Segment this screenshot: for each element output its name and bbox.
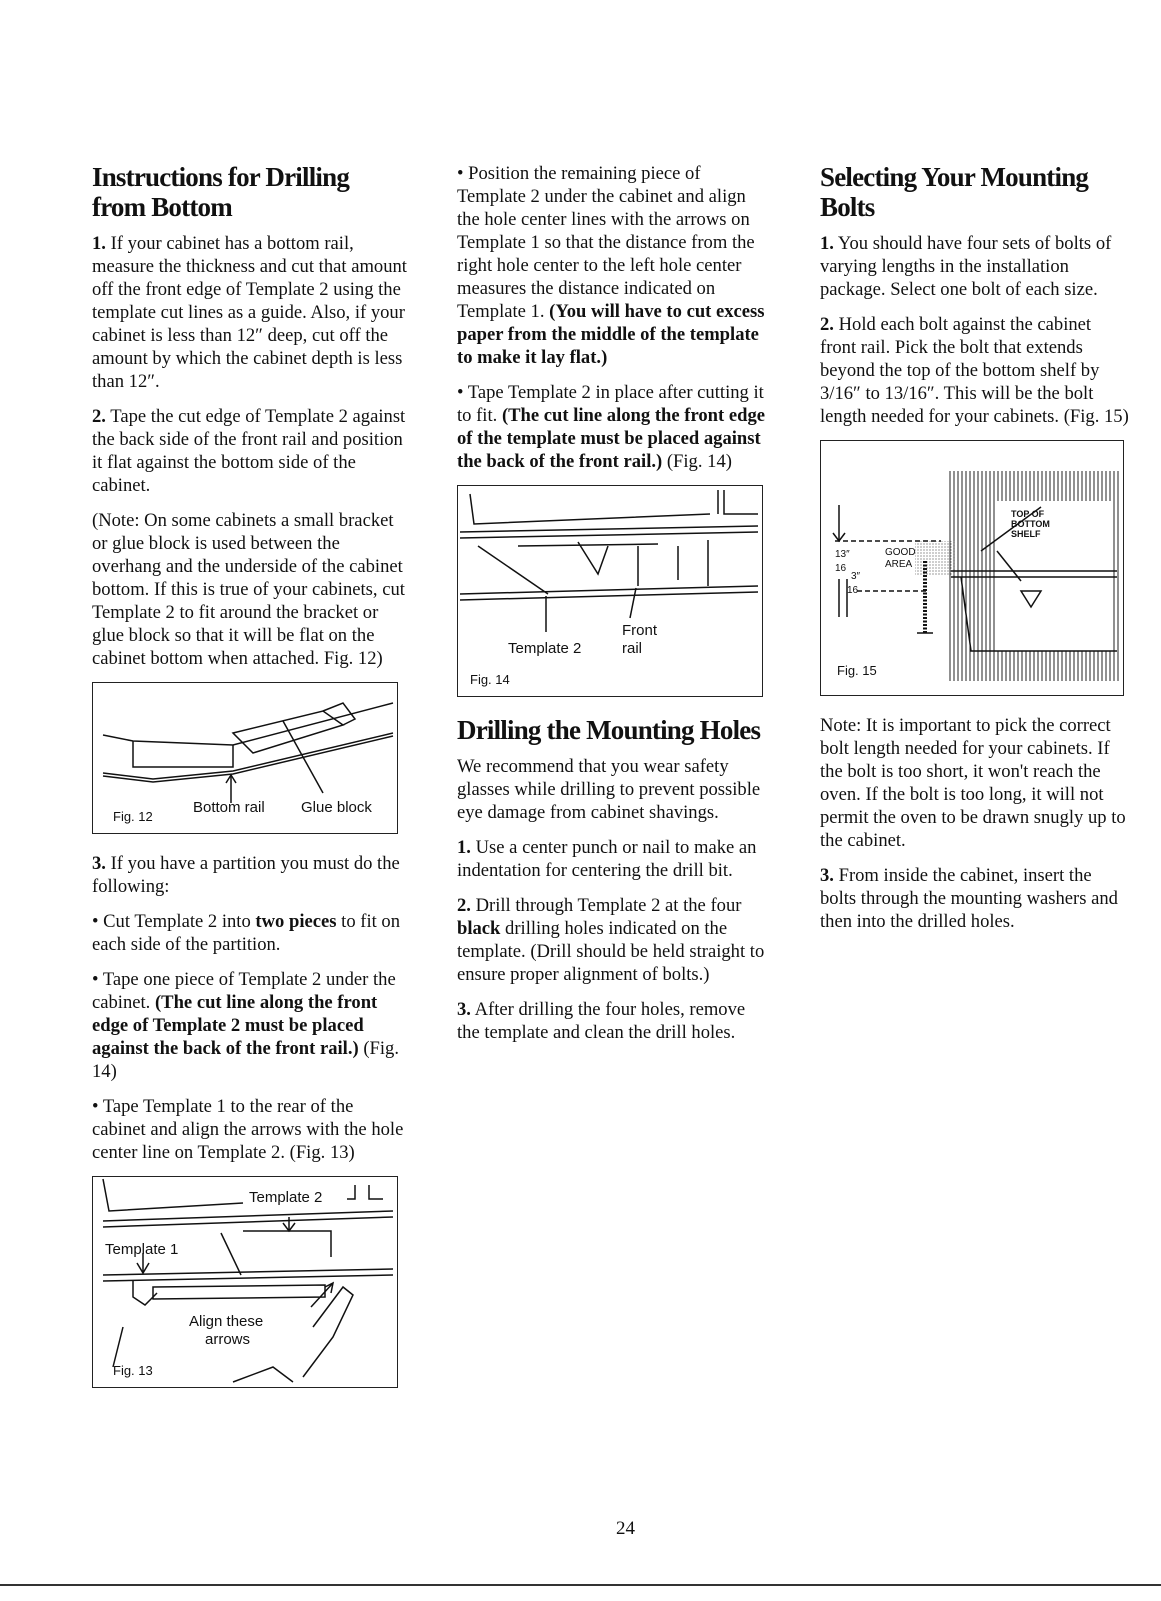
bullet-tape-one-piece: • Tape one piece of Template 2 under the cabinet. (The cut line along the front edge of Template 2 must be placed against the back of the front rail.) (Fig. 14) [92, 969, 399, 1082]
fig15-measure-3: 3″ [851, 571, 861, 582]
bullet-cut-two-pieces: • Cut Template 2 into two pieces to fit on each side of the partition. [92, 911, 401, 955]
fig15-top-of: TOP OF [1011, 509, 1045, 519]
fig12-label-glue-block: Glue block [301, 799, 372, 816]
bolt-length-note: Note: It is important to pick the correct bolt length needed for your cabinets. If the bolt is too short, it won't reach the oven. If the bolt is too long, it will not permit the oven to be drawn snugly up to the cabinet. [820, 715, 1126, 851]
bullet-tape-template-2: • Tape Template 2 in place after cutting it to fit. (The cut line along the front edge of the template must be placed against the back of the front rail.) (Fig. 14) [457, 382, 765, 472]
fig13-label-align-these: Align these [189, 1313, 264, 1330]
fig12-number: Fig. 12 [113, 809, 153, 824]
step-3-text: If you have a partition you must do the following: [92, 853, 400, 897]
step-2 [92, 405, 408, 497]
fig15-measure-16b: 16 [847, 585, 859, 596]
fig15-measure-16a: 16 [835, 563, 847, 574]
bottom-rule [0, 1584, 1161, 1586]
column-right [820, 162, 1130, 945]
figure-15 [820, 440, 1124, 696]
step-1 [92, 232, 408, 393]
drill-step-3: 3. After drilling the four holes, remove the template and clean the drill holes. [457, 999, 746, 1043]
page-number: 24 [616, 1518, 635, 1539]
select-step-3: 3. From inside the cabinet, insert the bolts through the mounting washers and then into the drilled holes. [820, 865, 1118, 932]
fig15-bottom: BOTTOM [1011, 519, 1050, 529]
step-2-number: 2. [92, 406, 106, 427]
safety-intro: We recommend that you wear safety glasses while drilling to prevent possible eye damage from cabinet shavings. [457, 756, 761, 823]
fig15-area: AREA [885, 559, 913, 570]
fig15-measure-13: 13″ [835, 549, 850, 560]
drill-step-1: 1. Use a center punch or nail to make an indentation for centering the drill bit. [457, 837, 757, 881]
heading-drilling-from-bottom: Instructions for Drilling from Bottom [92, 162, 350, 222]
fig13-number: Fig. 13 [113, 1363, 153, 1378]
step-2-text: Tape the cut edge of Template 2 against the back side of the front rail and position it flat against the bottom side of the cabinet. [92, 406, 406, 496]
fig13-label-template-1: Template 1 [105, 1241, 179, 1258]
drill-step-2: 2. Drill through Template 2 at the four black drilling holes indicated on the template. (Drill should be held straight to ensure proper alignment of bolts.) [457, 895, 765, 985]
column-left [92, 162, 408, 1406]
fig15-good: GOOD [885, 547, 916, 558]
figure-13 [92, 1176, 398, 1388]
fig13-label-template-2: Template 2 [249, 1189, 323, 1206]
fig14-drawing [458, 486, 762, 696]
fig12-label-bottom-rail: Bottom rail [193, 799, 265, 816]
figure-14 [457, 485, 763, 697]
fig14-label-front: Front [622, 622, 658, 639]
figure-12 [92, 682, 398, 834]
step-3-number: 3. [92, 853, 106, 874]
fig13-drawing [93, 1177, 397, 1387]
fig14-number: Fig. 14 [470, 672, 510, 687]
fig15-drawing [821, 441, 1123, 695]
heading-drilling-mounting-holes: Drilling the Mounting Holes [457, 715, 761, 745]
bullet-position-remaining: • Position the remaining piece of Template 2 under the cabinet and align the hole center lines with the arrows on Template 1 so that the distance from the right hole center to the left hole center measures the distance indicated on Template 1. (You will have to cut excess paper from the middle of the template to make it lay flat.) [457, 163, 765, 368]
step-3 [92, 852, 408, 898]
bracket-note: (Note: On some cabinets a small bracket or glue block is used between the overhang and the underside of the cabinet bottom. If this is true of your cabinets, cut Template 2 to fit around the bracket or glue block so that it will be flat on the cabinet bottom when attached. Fig. 12) [92, 510, 405, 669]
step-1-number: 1. [92, 233, 106, 254]
fig13-label-arrows: arrows [205, 1331, 251, 1348]
fig14-label-template-2: Template 2 [508, 640, 582, 657]
fig15-number: Fig. 15 [837, 663, 877, 678]
select-step-2: 2. Hold each bolt against the cabinet front rail. Pick the bolt that extends beyond the top of the bottom shelf by 3/16″ to 13/16″. This will be the bolt length needed for your cabinets. (Fig. 15) [820, 314, 1129, 427]
bullet-tape-template-1: • Tape Template 1 to the rear of the cabinet and align the arrows with the hole center line on Template 2. (Fig. 13) [92, 1096, 404, 1163]
select-step-1: 1. You should have four sets of bolts of varying lengths in the installation package. Select one bolt of each size. [820, 233, 1112, 300]
fig15-shelf: SHELF [1011, 529, 1041, 539]
heading-selecting-bolts: Selecting Your Mounting Bolts [820, 162, 1089, 222]
fig14-label-rail: rail [622, 640, 643, 657]
column-middle [457, 162, 769, 1056]
step-1-text: If your cabinet has a bottom rail, measure the thickness and cut that amount off the front edge of Template 2 using the template cut lines as a guide. Also, if your cabinet is less than 12″ deep, cut off the amount by which the cabinet depth is less than 12″. [92, 233, 407, 392]
